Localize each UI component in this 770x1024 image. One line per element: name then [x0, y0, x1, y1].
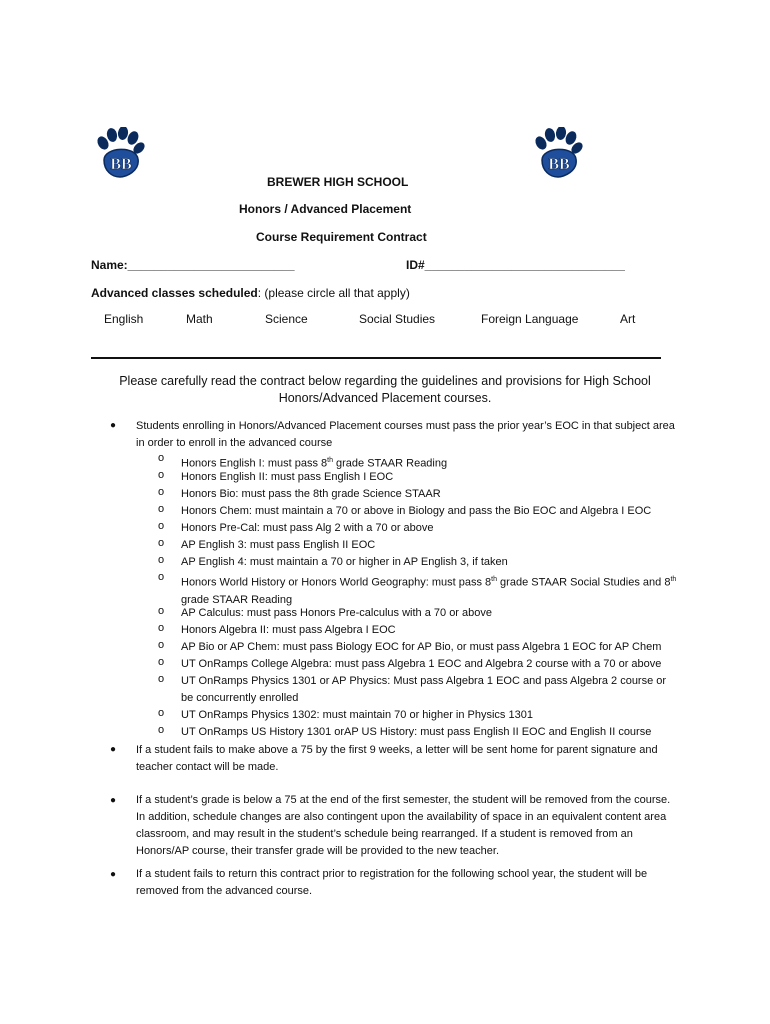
req-ap-bio-chem: AP Bio or AP Chem: must pass Biology EOC for AP Bio, or must pass Algebra 1 EOC for AP Chem: [181, 641, 662, 653]
scheduled-hint: : (please circle all that apply): [257, 286, 410, 300]
sub-bullet-icon: o: [158, 469, 165, 481]
sub-bullet-icon: o: [158, 639, 165, 651]
bullet-icon: ●: [110, 744, 117, 755]
req-honors-bio: Honors Bio: must pass the 8th grade Science STAAR: [181, 488, 441, 500]
req-honors-chem: Honors Chem: must maintain a 70 or above in Biology and pass the Bio EOC and Algebra I EOC: [181, 505, 652, 517]
sub-bullet-icon: o: [158, 622, 165, 634]
subject-science[interactable]: Science: [265, 312, 308, 326]
sub-bullet-icon: o: [158, 724, 165, 736]
req-onramps-us-history: UT OnRamps US History 1301 orAP US History: must pass English II EOC and English II course: [181, 726, 652, 738]
req-ap-english-4: AP English 4: must maintain a 70 or higher in AP English 3, if taken: [181, 556, 508, 568]
req-honors-algebra-2: Honors Algebra II: must pass Algebra I EOC: [181, 624, 396, 636]
bullet-first-semester: If a student’s grade is below a 75 at the end of the first semester, the student will be removed from the course. In addition, schedule changes are also contingent upon the availability of space in an equivalent content area classroom, and may result in the student’s schedule being rearranged. If a student is removed from an Honors/AP course, their transfer grade will be provided to the new teacher.: [136, 794, 671, 857]
req-sup: th: [670, 576, 677, 583]
sub-bullet-icon: o: [158, 605, 165, 617]
req-text: grade STAAR Reading: [181, 593, 293, 606]
bear-paw-logo-left: [94, 127, 146, 179]
sub-bullet-icon: o: [158, 520, 165, 532]
subject-foreign-language[interactable]: Foreign Language: [481, 312, 579, 326]
svg-text:BB: BB: [110, 156, 132, 173]
subject-math[interactable]: Math: [186, 312, 213, 326]
sub-bullet-icon: o: [158, 537, 165, 549]
contract-title: Course Requirement Contract: [256, 230, 427, 244]
sub-bullet-icon: o: [158, 452, 165, 464]
req-text: grade STAAR Social Studies and 8: [497, 576, 671, 589]
bullet-return-contract: If a student fails to return this contract prior to registration for the following school year, the student will be removed from the advanced course.: [136, 868, 648, 897]
bullet-icon: ●: [110, 795, 117, 806]
program-title: Honors / Advanced Placement: [239, 202, 412, 216]
req-honors-english-2: Honors English II: must pass English I EOC: [181, 471, 394, 483]
school-name: BREWER HIGH SCHOOL: [267, 175, 409, 189]
req-text: Honors English I: must pass 8: [181, 457, 328, 470]
subject-art[interactable]: Art: [620, 312, 636, 326]
intro-text: Please carefully read the contract below regarding the guidelines and provisions for High School Honors/Advanced Placement courses.: [119, 374, 651, 405]
svg-text:BB: BB: [548, 156, 570, 173]
sub-bullet-icon: o: [158, 554, 165, 566]
divider-line: [91, 357, 661, 359]
req-onramps-college-algebra: UT OnRamps College Algebra: must pass Algebra 1 EOC and Algebra 2 course with a 70 or above: [181, 658, 662, 670]
req-text: Honors World History or Honors World Geography: must pass 8: [181, 576, 492, 589]
req-text: grade STAAR Reading: [332, 457, 448, 470]
sub-bullet-icon: o: [158, 486, 165, 498]
bullet-first-9-weeks: If a student fails to make above a 75 by the first 9 weeks, a letter will be sent home for parent signature and teacher contact will be made.: [136, 744, 658, 773]
req-onramps-physics-1302: UT OnRamps Physics 1302: must maintain 70 or higher in Physics 1301: [181, 709, 533, 721]
sub-bullet-icon: o: [158, 571, 165, 583]
req-sup: th: [491, 576, 497, 583]
req-honors-precal: Honors Pre-Cal: must pass Alg 2 with a 70 or above: [181, 522, 434, 534]
subject-social-studies[interactable]: Social Studies: [359, 312, 436, 326]
req-honors-world-history: [181, 571, 681, 609]
scheduled-line: [91, 286, 410, 300]
bullet-eoc-requirement: Students enrolling in Honors/Advanced Placement courses must pass the prior year’s EOC in that subject area in order to enroll in the advanced course: [136, 420, 675, 449]
sub-bullet-icon: o: [158, 707, 165, 719]
sub-bullet-icon: o: [158, 656, 165, 668]
sub-bullet-icon: o: [158, 673, 165, 685]
req-sup: th: [327, 457, 333, 464]
req-ap-calculus: AP Calculus: must pass Honors Pre-calculus with a 70 or above: [181, 607, 492, 619]
scheduled-label: Advanced classes scheduled: [91, 286, 258, 300]
sub-bullet-icon: o: [158, 503, 165, 515]
name-field[interactable]: Name:_________________________: [91, 258, 295, 272]
subject-english[interactable]: English: [104, 312, 144, 326]
bear-paw-logo-right: [532, 127, 584, 179]
id-field[interactable]: ID#______________________________: [406, 258, 625, 272]
bullet-icon: ●: [110, 420, 117, 431]
req-ap-english-3: AP English 3: must pass English II EOC: [181, 539, 376, 551]
bullet-icon: ●: [110, 869, 117, 880]
req-onramps-physics-1301: UT OnRamps Physics 1301 or AP Physics: Must pass Algebra 1 EOC and pass Algebra 2 course or be concurrently enrolled: [181, 675, 667, 704]
